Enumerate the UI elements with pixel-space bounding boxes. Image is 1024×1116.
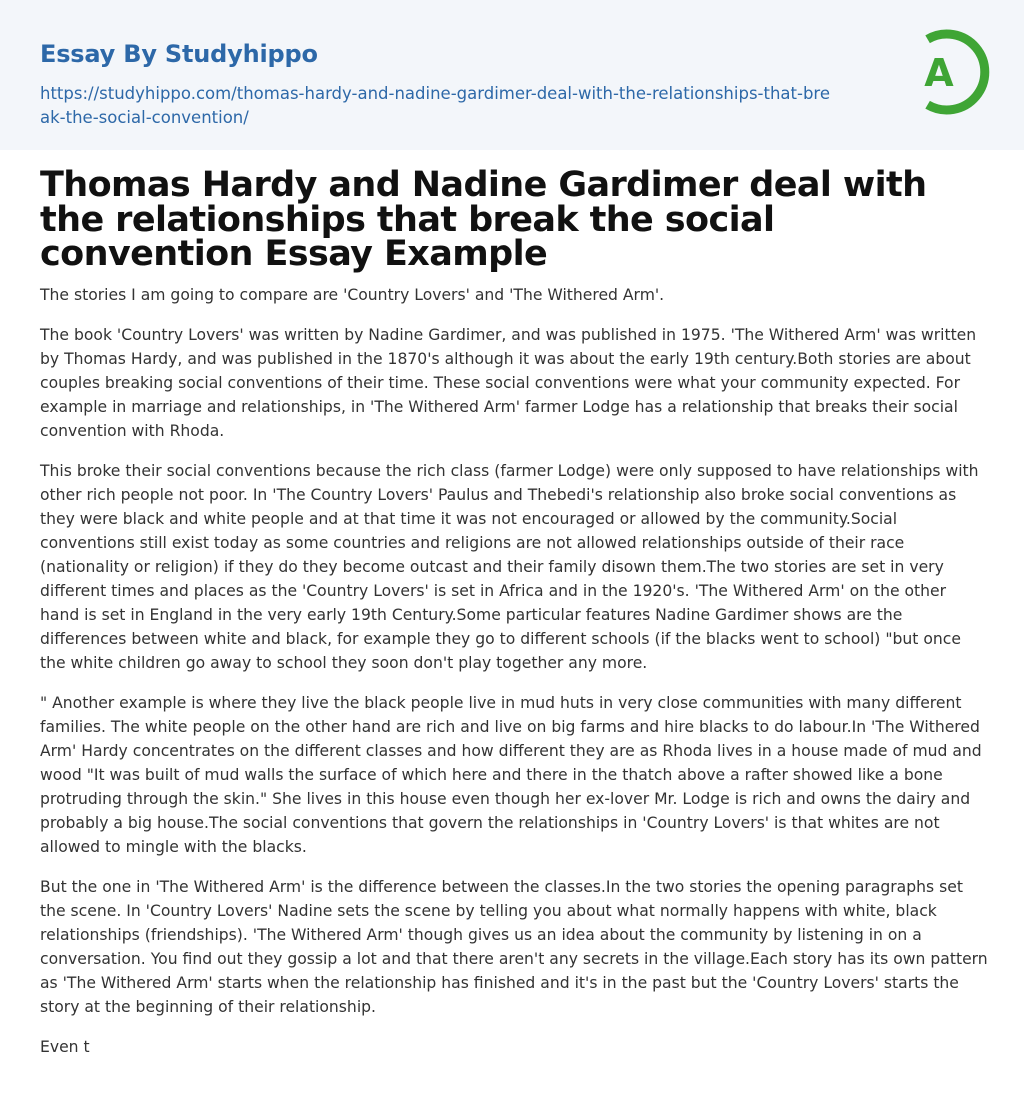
essay-paragraph: The book 'Country Lovers' was written by Nadine Gardimer, and was published in 1975. 'The Withered Arm' was written by Thomas Hardy, and was published in the 1870's although it was about the early 19th century.Both stories are about couples breaking social conventions of their time. These social conventions were what your community expected. For example in marriage and relationships, in 'The Withered Arm' farmer Lodge has a relationship that breaks their social convention with Rhoda.	[40, 326, 977, 440]
essay-paragraph-truncated: Even t	[40, 1038, 90, 1056]
source-url-link[interactable]: https://studyhippo.com/thomas-hardy-and-nadine-gardimer-deal-with-the-relationships-that-break-the-social-convention/	[40, 84, 831, 127]
essay-title: Thomas Hardy and Nadine Gardimer deal with the relationships that break the social convention Essay Example	[40, 165, 927, 274]
essay-paragraph: " Another example is where they live the black people live in mud huts in very close communities with many different families. The white people on the other hand are rich and live on big farms and hire blacks to do labour.In 'The Withered Arm' Hardy concentrates on the different classes and how different they are as Rhoda lives in a house made of mud and wood "It was built of mud walls the surface of which here and there in the thatch above a rafter showed like a bone protruding through the skin." She lives in this house even though her ex-lover Mr. Lodge is rich and owns the dairy and probably a big house.The social conventions that govern the relationships in 'Country Lovers' is that whites are not allowed to mingle with the blacks.	[40, 694, 982, 856]
logo-letter: A	[924, 51, 954, 95]
site-brand[interactable]: Essay By Studyhippo	[40, 40, 318, 68]
site-header	[0, 0, 1024, 150]
essay-paragraph: But the one in 'The Withered Arm' is the difference between the classes.In the two stories the opening paragraphs set the scene. In 'Country Lovers' Nadine sets the scene by telling you about what normally happens with white, black relationships (friendships). 'The Withered Arm' though gives us an idea about the community by listening in on a conversation. You find out they gossip a lot and that there aren't any secrets in the village.Each story has its own pattern as 'The Withered Arm' starts when the relationship has finished and it's in the past but the 'Country Lovers' starts the story at the beginning of their relationship.	[40, 878, 988, 1016]
studyhippo-logo-icon[interactable]	[906, 26, 990, 118]
essay-paragraph: This broke their social conventions because the rich class (farmer Lodge) were only supposed to have relationships with other rich people not poor. In 'The Country Lovers' Paulus and Thebedi's relationship also broke social conventions as they were black and white people and at that time it was not encouraged or allowed by the community.Social conventions still exist today as some countries and religions are not allowed relationships outside of their race (nationality or religion) if they do they become outcast and their family disown them.The two stories are set in very different times and places as the 'Country Lovers' is set in Africa and in the 1920's. 'The Withered Arm' on the other hand is set in England in the very early 19th Century.Some particular features Nadine Gardimer shows are the differences between white and black, for example they go to different schools (if the blacks went to school) "but once the white children go away to school they soon don't play together any more.	[40, 462, 979, 672]
essay-paragraph: The stories I am going to compare are 'Country Lovers' and 'The Withered Arm'.	[40, 286, 665, 304]
essay-body	[40, 283, 988, 1075]
